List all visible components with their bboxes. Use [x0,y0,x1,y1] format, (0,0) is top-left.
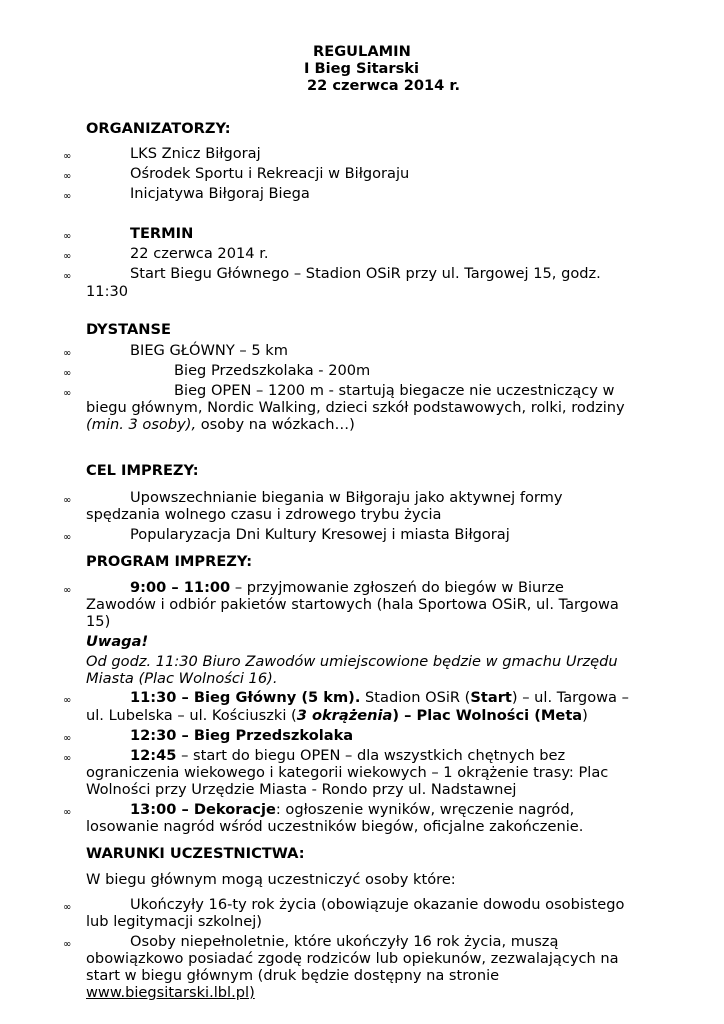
bullet-icon: ∞ [63,532,72,543]
distance-open: Bieg OPEN – 1200 m - startują biegacze nie uczestniczący w [174,382,615,399]
goal-heading: CEL IMPREZY: [86,462,199,479]
term-heading: TERMIN [130,225,194,242]
program-time: 13:00 – Dekoracje [130,801,276,818]
goal-item-cont: spędzania wolnego czasu i zdrowego trybu życia [86,506,442,523]
text-span: osoby na wózkach…) [196,416,355,433]
program-item-cont: Zawodów i odbiór pakietów startowych (hala Sportowa OSiR, ul. Targowa [86,596,619,613]
program-item [130,801,574,819]
bullet-icon: ∞ [63,695,72,706]
organizers-heading: ORGANIZATORZY: [86,120,231,137]
doc-title: REGULAMIN [313,43,411,60]
bullet-icon: ∞ [63,733,72,744]
text-span: ) [582,707,588,724]
distance-open-cont: biegu głównym, Nordic Walking, dzieci szkół podstawowych, rolki, rodziny [86,399,625,416]
goal-item: Popularyzacja Dni Kultury Kresowej i miasta Biłgoraj [130,526,510,543]
event-date: 22 czerwca 2014 r. [307,77,461,94]
condition-item: Osoby niepełnoletnie, które ukończyły 16 rok życia, muszą [130,933,559,950]
program-item-cont: 15) [86,613,111,630]
organizer-item: Ośrodek Sportu i Rekreacji w Biłgoraju [130,165,410,182]
program-time: 9:00 – 11:00 [130,579,231,596]
program-item [130,747,565,765]
text-span: ul. Lubelska – ul. Kościuszki ( [86,707,297,724]
distance-preschool: Bieg Przedszkolaka - 200m [174,362,371,379]
term-start-time: 11:30 [86,283,129,300]
bullet-icon: ∞ [63,171,72,182]
condition-item-cont: start w biegu głównym (druk będzie dostępny na stronie [86,967,500,984]
organizer-item: LKS Znicz Biłgoraj [130,145,261,162]
program-time: 12:45 [130,747,177,764]
program-item [130,689,629,707]
program-item-cont: losowanie nagród wśród uczestników biegów, oficjalne zakończenie. [86,818,584,835]
note-text: Miasta (Plac Wolności 16). [86,670,278,687]
organizer-item: Inicjatywa Biłgoraj Biega [130,185,310,202]
goal-item: Upowszechnianie biegania w Biłgoraju jako aktywnej formy [130,489,563,506]
bullet-icon: ∞ [63,585,72,596]
program-item [130,579,564,597]
bullet-icon: ∞ [63,495,72,506]
bullet-icon: ∞ [63,807,72,818]
program-item-cont [86,707,588,725]
text-span: ) – ul. Targowa – [511,689,629,706]
program-heading: PROGRAM IMPREZY: [86,553,253,570]
program-item-cont: ograniczenia wiekowego i kategorii wiekowych – 1 okrążenie trasy: Plac [86,764,609,781]
bullet-icon: ∞ [63,902,72,913]
term-start: Start Biegu Głównego – Stadion OSiR przy ul. Targowej 15, godz. [130,265,601,282]
bullet-icon: ∞ [63,251,72,262]
conditions-intro: W biegu głównym mogą uczestniczyć osoby które: [86,871,456,888]
text-span: ) – Plac Wolności ( [392,707,541,724]
program-item-cont: Wolności przy Urzędzie Miasta - Rondo przy ul. Nadstawnej [86,781,517,798]
bullet-icon: ∞ [63,151,72,162]
note-title: Uwaga! [86,633,149,650]
bullet-icon: ∞ [63,348,72,359]
condition-item-cont: obowiązkowo posiadać zgodę rodziców lub opiekunów, zezwalających na [86,950,619,967]
meta-label: Meta [540,707,583,724]
italic-note: (min. 3 osoby), [86,416,197,433]
distances-heading: DYSTANSE [86,321,171,338]
bullet-icon: ∞ [63,388,72,399]
event-name: I Bieg Sitarski [304,60,419,77]
bullet-icon: ∞ [63,939,72,950]
condition-item-cont: lub legitymacji szkolnej) [86,913,263,930]
website-link[interactable]: www.biegsitarski.lbl.pl) [86,984,255,1001]
note-text: Od godz. 11:30 Biuro Zawodów umiejscowione będzie w gmachu Urzędu [86,653,618,670]
distance-main: BIEG GŁÓWNY – 5 km [130,342,288,359]
term-date: 22 czerwca 2014 r. [130,245,269,262]
bullet-icon: ∞ [63,231,72,242]
distance-open-cont [86,416,355,434]
start-label: Start [470,689,512,706]
program-time: 11:30 – Bieg Główny (5 km). [130,689,361,706]
bullet-icon: ∞ [63,753,72,764]
condition-item: Ukończyły 16-ty rok życia (obowiązuje okazanie dowodu osobistego [130,896,625,913]
text-span: Stadion OSiR ( [360,689,471,706]
conditions-heading: WARUNKI UCZESTNICTWA: [86,845,305,862]
bullet-icon: ∞ [63,368,72,379]
text-span: – start do biegu OPEN – dla wszystkich chętnych bez [176,747,566,764]
text-span: : ogłoszenie wyników, wręczenie nagród, [275,801,575,818]
program-item: 12:30 – Bieg Przedszkolaka [130,727,354,744]
laps-label: 3 okrążenia [296,707,393,724]
bullet-icon: ∞ [63,191,72,202]
text-span: – przyjmowanie zgłoszeń do biegów w Biurze [230,579,564,596]
bullet-icon: ∞ [63,271,72,282]
